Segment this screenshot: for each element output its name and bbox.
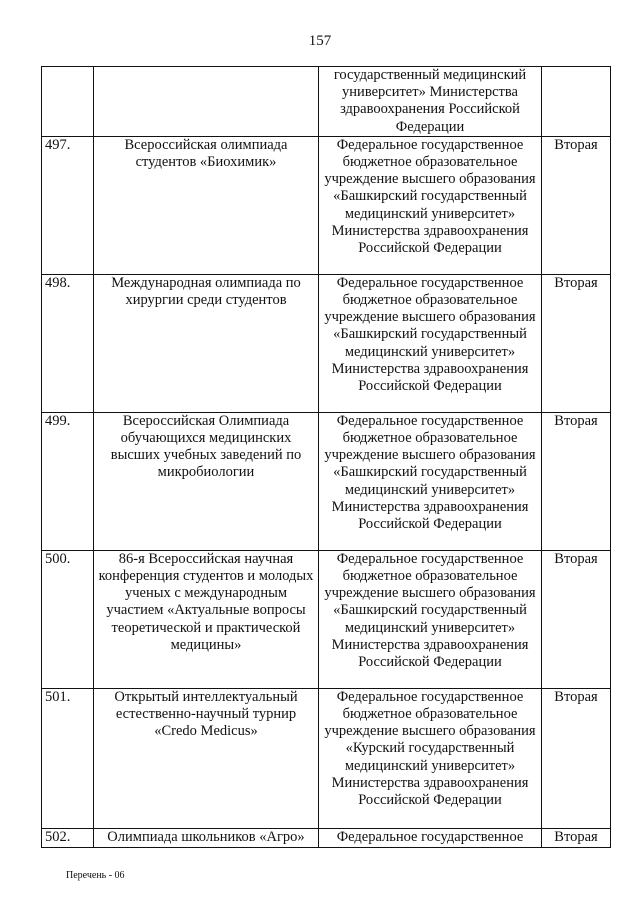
table-row	[42, 274, 611, 412]
row-number: 498.	[42, 274, 94, 412]
organizer: Федеральное государственное бюджетное образовательное учреждение высшего образования «Башкирский государственный медицинский университет» Министерства здравоохранения Российской Федерации	[319, 274, 542, 412]
organizer: Федеральное государственное бюджетное образовательное учреждение высшего образования «Башкирский государственный медицинский университет» Министерства здравоохранения Российской Федерации	[319, 550, 542, 688]
organizer: Федеральное государственное бюджетное образовательное учреждение высшего образования «Башкирский государственный медицинский университет» Министерства здравоохранения Российской Федерации	[319, 412, 542, 550]
event-name: Олимпиада школьников «Агро»	[94, 828, 319, 847]
table-row	[42, 828, 611, 847]
level: Вторая	[542, 688, 611, 828]
level	[542, 67, 611, 137]
row-number: 501.	[42, 688, 94, 828]
level: Вторая	[542, 828, 611, 847]
table-row	[42, 550, 611, 688]
row-number: 499.	[42, 412, 94, 550]
table-row	[42, 412, 611, 550]
olympiad-list-table	[41, 66, 611, 848]
footer-note: Перечень - 06	[66, 870, 125, 881]
level: Вторая	[542, 274, 611, 412]
row-number: 500.	[42, 550, 94, 688]
event-name: Всероссийская олимпиада студентов «Биохимик»	[94, 136, 319, 274]
level: Вторая	[542, 412, 611, 550]
organizer: государственный медицинский университет» Министерства здравоохранения Российской Федерации	[319, 67, 542, 137]
table-row	[42, 688, 611, 828]
page-number: 157	[308, 33, 332, 49]
organizer: Федеральное государственное бюджетное образовательное учреждение высшего образования «Курский государственный медицинский университет» Министерства здравоохранения Российской Федерации	[319, 688, 542, 828]
level: Вторая	[542, 550, 611, 688]
table-row	[42, 67, 611, 137]
row-number: 497.	[42, 136, 94, 274]
organizer: Федеральное государственное	[319, 828, 542, 847]
event-name: 86-я Всероссийская научная конференция студентов и молодых ученых с международным участием «Актуальные вопросы теоретической и практической медицины»	[94, 550, 319, 688]
table-row	[42, 136, 611, 274]
row-number: 502.	[42, 828, 94, 847]
row-number	[42, 67, 94, 137]
organizer: Федеральное государственное бюджетное образовательное учреждение высшего образования «Башкирский государственный медицинский университет» Министерства здравоохранения Российской Федерации	[319, 136, 542, 274]
event-name: Открытый интеллектуальный естественно-научный турнир «Credo Medicus»	[94, 688, 319, 828]
event-name: Всероссийская Олимпиада обучающихся медицинских высших учебных заведений по микробиологии	[94, 412, 319, 550]
level: Вторая	[542, 136, 611, 274]
event-name: Международная олимпиада по хирургии среди студентов	[94, 274, 319, 412]
event-name	[94, 67, 319, 137]
